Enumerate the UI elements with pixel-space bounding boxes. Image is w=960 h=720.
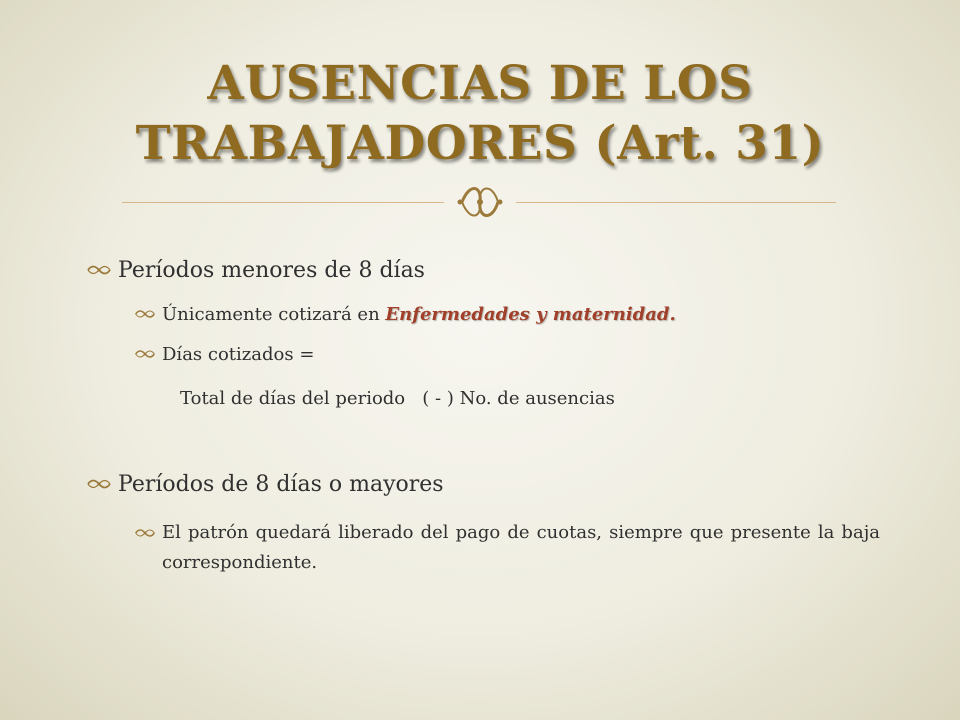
list-item-employer-release xyxy=(134,518,880,578)
section-heading-long-periods xyxy=(86,472,444,497)
divider-line-right xyxy=(516,202,836,203)
divider-line-left xyxy=(122,202,444,203)
bullet-icon xyxy=(86,475,112,493)
list-item-text: El patrón quedará liberado del pago de cuotas, siempre que presente la baja correspondiente. xyxy=(162,522,880,573)
emphasis-text: Enfermedades y maternidad. xyxy=(385,304,676,325)
list-item-days-contributed xyxy=(134,344,314,365)
section-heading-text: Períodos menores de 8 días xyxy=(118,258,425,283)
list-item-text: Únicamente cotizará en xyxy=(162,304,386,325)
bullet-icon xyxy=(134,346,156,362)
formula-text: Total de días del periodo ( - ) No. de ausencias xyxy=(180,388,615,409)
bullet-icon xyxy=(86,261,112,279)
list-item-text: Días cotizados = xyxy=(162,344,315,365)
bullet-icon xyxy=(134,306,156,322)
section-heading-text: Períodos de 8 días o mayores xyxy=(118,472,444,497)
list-item-contribution-branch xyxy=(134,304,676,325)
ornament-icon xyxy=(452,176,508,228)
bullet-icon xyxy=(134,525,156,541)
section-heading-short-periods xyxy=(86,258,425,283)
slide-title: AUSENCIAS DE LOS TRABAJADORES (Art. 31) xyxy=(135,56,825,171)
